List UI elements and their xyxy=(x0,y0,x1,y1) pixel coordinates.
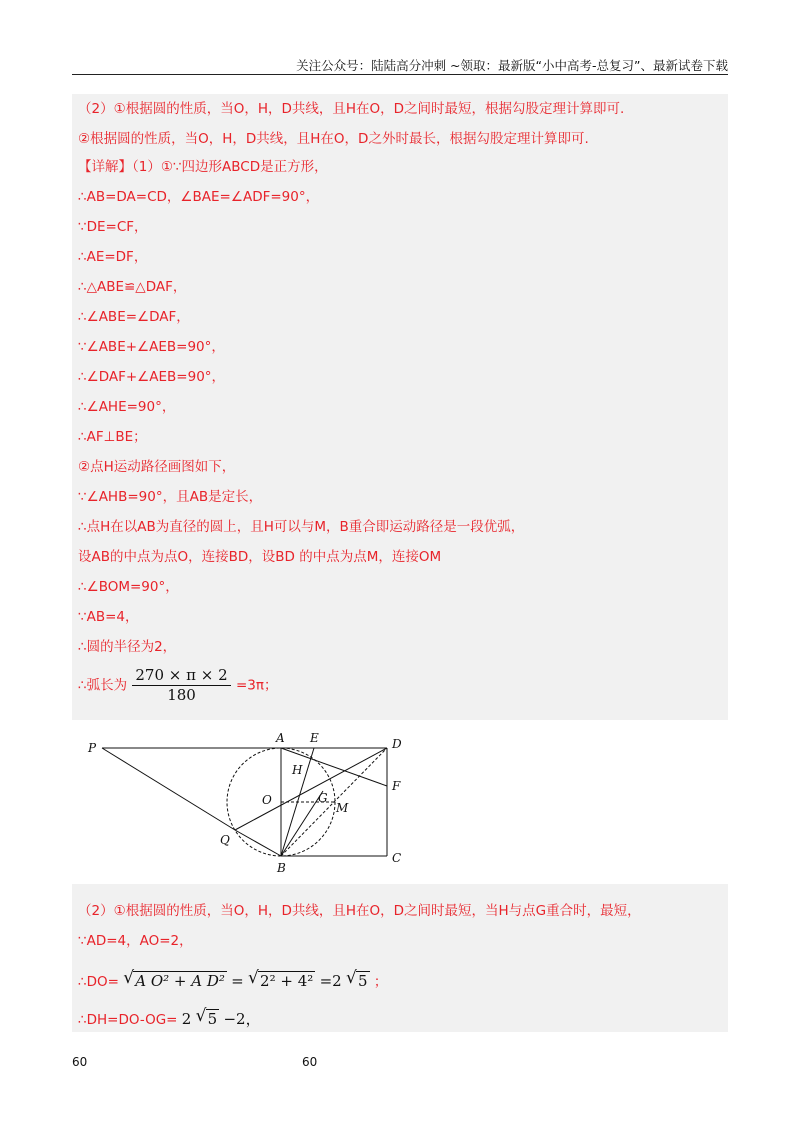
text-line: ②点H运动路径画图如下， xyxy=(78,459,236,475)
equals-sign: = xyxy=(231,972,244,990)
do-prefix: ∴DO= xyxy=(78,974,119,990)
solution-block-1 xyxy=(72,94,728,720)
dh-coef: 2 xyxy=(181,1010,192,1028)
solution-block-2 xyxy=(72,884,728,1032)
dh-equation-line xyxy=(78,1006,261,1029)
label-E: E xyxy=(310,731,319,745)
text-line: ∵AB=4， xyxy=(78,609,139,625)
sqrt-3-arg: 5 xyxy=(357,972,368,990)
footer-page-center: 60 xyxy=(302,1055,318,1069)
label-H: H xyxy=(292,763,303,777)
text-line: ∴点H在以AB为直径的圆上，且H可以与M，B重合即运动路径是一段优弧， xyxy=(78,519,525,535)
sqrt-3: √ 5 xyxy=(345,968,368,990)
sqrt-4-arg: 5 xyxy=(207,1010,218,1028)
label-O: O xyxy=(262,793,272,807)
text-line: ∴AB=DA=CD，∠BAE=∠ADF=90°， xyxy=(78,189,320,205)
sqrt-1: √ A O² + A D² xyxy=(123,968,225,990)
text-line: 【详解】（1）①∵四边形ABCD是正方形， xyxy=(78,159,328,175)
label-Q: Q xyxy=(220,833,230,847)
dh-prefix: ∴DH=DO-OG= xyxy=(78,1012,178,1028)
page-header: 关注公众号：陆陆高分冲刺 ~领取：最新版“小中高考-总复习”、最新试卷下载 xyxy=(296,58,728,73)
fraction-numerator: 270 × π × 2 xyxy=(132,666,230,686)
sqrt-2-arg: 2² + 4² xyxy=(260,972,314,990)
segment-BG xyxy=(281,791,323,856)
text-line: （2）①根据圆的性质，当O，H，D共线，且H在O，D之间时最短，根据勾股定理计算即可. xyxy=(78,101,625,117)
text-line: ∴△ABE≌△DAF， xyxy=(78,279,187,295)
label-M: M xyxy=(336,801,349,815)
segment-QB xyxy=(235,830,281,856)
fraction-denominator: 180 xyxy=(167,686,196,704)
text-line: ∵AD=4，AO=2， xyxy=(78,933,193,949)
text-line: ∵∠ABE+∠AEB=90°， xyxy=(78,339,225,355)
footer-page-left: 60 xyxy=(72,1055,88,1069)
segment-QD xyxy=(235,748,387,830)
text-line: ②根据圆的性质，当O，H，D共线，且H在O，D之外时最长，根据勾股定理计算即可. xyxy=(78,131,589,147)
sqrt-4: √ 5 xyxy=(195,1006,218,1028)
segment-PQ xyxy=(102,748,235,830)
text-line: ∴∠AHE=90°， xyxy=(78,399,176,415)
label-G: G xyxy=(318,791,328,805)
text-line: ∴∠BOM=90°， xyxy=(78,579,179,595)
figure-svg xyxy=(72,722,422,884)
sqrt-1-arg: A O² + A D² xyxy=(135,972,225,990)
result-coef: =2 xyxy=(319,972,342,990)
arc-length-result: =3π； xyxy=(235,677,278,694)
label-D: D xyxy=(392,737,402,751)
label-C: C xyxy=(392,851,402,865)
text-line: ∴圆的半径为2， xyxy=(78,639,177,655)
arc-length-prefix: ∴弧长为 xyxy=(78,677,128,694)
text-line: ∵∠AHB=90°，且AB是定长， xyxy=(78,489,263,505)
text-line: ∴∠DAF+∠AEB=90°， xyxy=(78,369,226,385)
fraction xyxy=(132,666,230,705)
label-A: A xyxy=(276,731,285,745)
dh-tail: −2， xyxy=(223,1010,261,1028)
text-line: ∴AE=DF， xyxy=(78,249,148,265)
text-line: ∵DE=CF， xyxy=(78,219,148,235)
geometry-figure xyxy=(72,722,422,884)
label-F: F xyxy=(392,779,401,793)
header-rule xyxy=(72,74,728,75)
sqrt-2: √ 2² + 4² xyxy=(248,968,314,990)
line-end: ； xyxy=(373,974,388,990)
do-equation-line xyxy=(78,968,388,991)
arc-length-line xyxy=(78,666,277,705)
label-B: B xyxy=(277,861,286,875)
text-line: （2）①根据圆的性质，当O，H，D共线，且H在O，D之间时最短，当H与点G重合时，最短， xyxy=(78,903,641,919)
text-line: ∴∠ABE=∠DAF， xyxy=(78,309,190,325)
text-line: ∴AF⊥BE； xyxy=(78,429,147,445)
text-line: 设AB的中点为点O，连接BD，设BD 的中点为点M，连接OM xyxy=(78,549,442,565)
label-P: P xyxy=(88,741,97,755)
